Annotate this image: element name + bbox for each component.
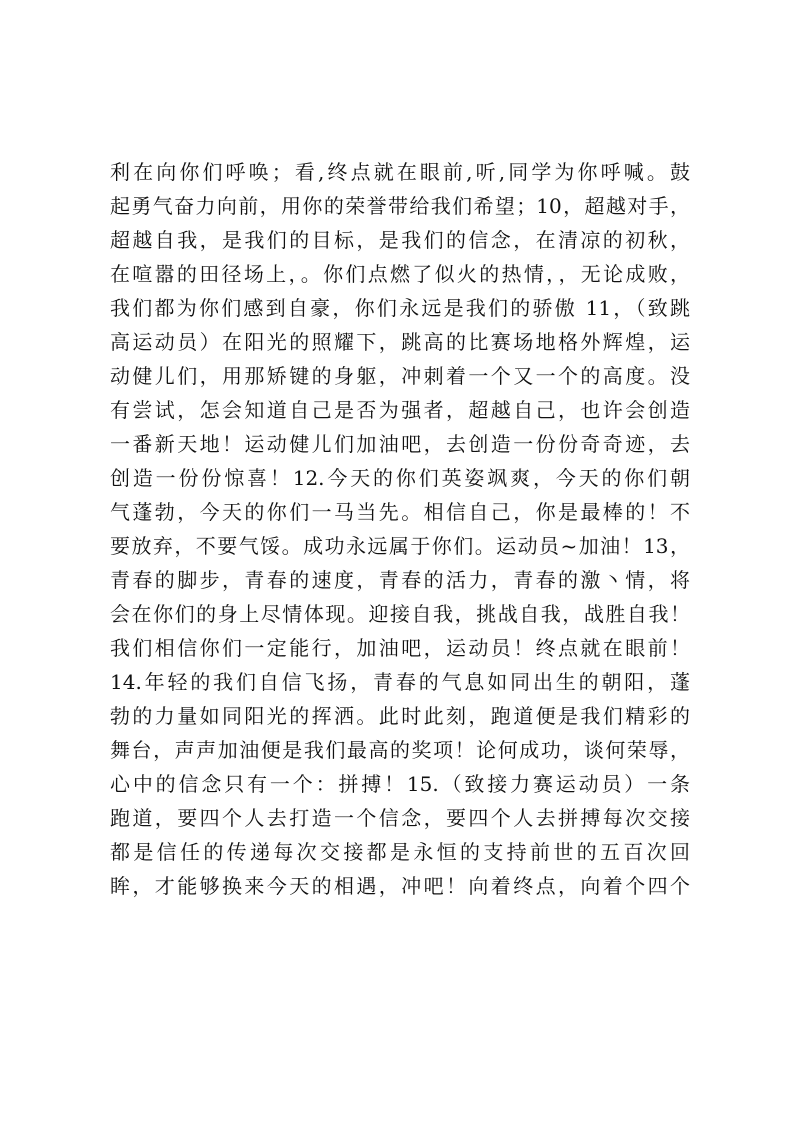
text-line-3: 超越自我，是我们的目标，是我们的信念，在清凉的初秋， [110, 228, 690, 252]
text-line-22: 眸，才能够换来今天的相遇，冲吧！向着终点，向着个四个 [110, 874, 690, 898]
text-line-9: 一番新天地！运动健儿们加油吧，去创造一份份奇奇迹，去 [110, 432, 690, 456]
text-line-16: 14.年轻的我们自信飞扬，青春的气息如同出生的朝阳，蓬 [110, 670, 690, 694]
text-line-1: 利在向你们呼唤；看,终点就在眼前,听,同学为你呼喊。鼓 [110, 160, 690, 184]
text-line-7: 动健儿们，用那矫键的身躯，冲刺着一个又一个的高度。没 [110, 364, 690, 388]
text-line-18: 舞台，声声加油便是我们最高的奖项！论何成功，谈何荣辱， [110, 738, 690, 762]
text-line-21: 都是信任的传递每次交接都是永恒的支持前世的五百次回 [110, 840, 690, 864]
text-line-11: 气蓬勃，今天的你们一马当先。相信自己，你是最棒的！不 [110, 500, 690, 524]
text-line-6: 高运动员）在阳光的照耀下，跳高的比赛场地格外辉煌，运 [110, 330, 690, 354]
text-line-5: 我们都为你们感到自豪，你们永远是我们的骄傲 11，（致跳 [110, 296, 690, 320]
text-line-4: 在喧嚣的田径场上，。你们点燃了似火的热情，，无论成败， [110, 262, 690, 286]
text-line-8: 有尝试，怎会知道自己是否为强者，超越自己，也许会创造 [110, 398, 690, 422]
text-line-19: 心中的信念只有一个：拼搏！15.（致接力赛运动员）一条 [110, 772, 690, 796]
text-line-14: 会在你们的身上尽情体现。迎接自我，挑战自我，战胜自我！ [110, 602, 690, 626]
text-line-20: 跑道，要四个人去打造一个信念，要四个人去拼搏每次交接 [110, 806, 690, 830]
text-line-17: 勃的力量如同阳光的挥洒。此时此刻，跑道便是我们精彩的 [110, 704, 690, 728]
text-line-10: 创造一份份惊喜！12.今天的你们英姿飒爽，今天的你们朝 [110, 466, 690, 490]
text-line-2: 起勇气奋力向前，用你的荣誉带给我们希望；10，超越对手， [110, 194, 690, 218]
body-text [110, 158, 690, 906]
text-line-13: 青春的脚步，青春的速度，青春的活力，青春的激丶情，将 [110, 568, 690, 592]
text-line-15: 我们相信你们一定能行，加油吧，运动员！终点就在眼前！ [110, 636, 690, 660]
text-line-12: 要放弃，不要气馁。成功永远属于你们。运动员~加油！13， [110, 534, 690, 558]
